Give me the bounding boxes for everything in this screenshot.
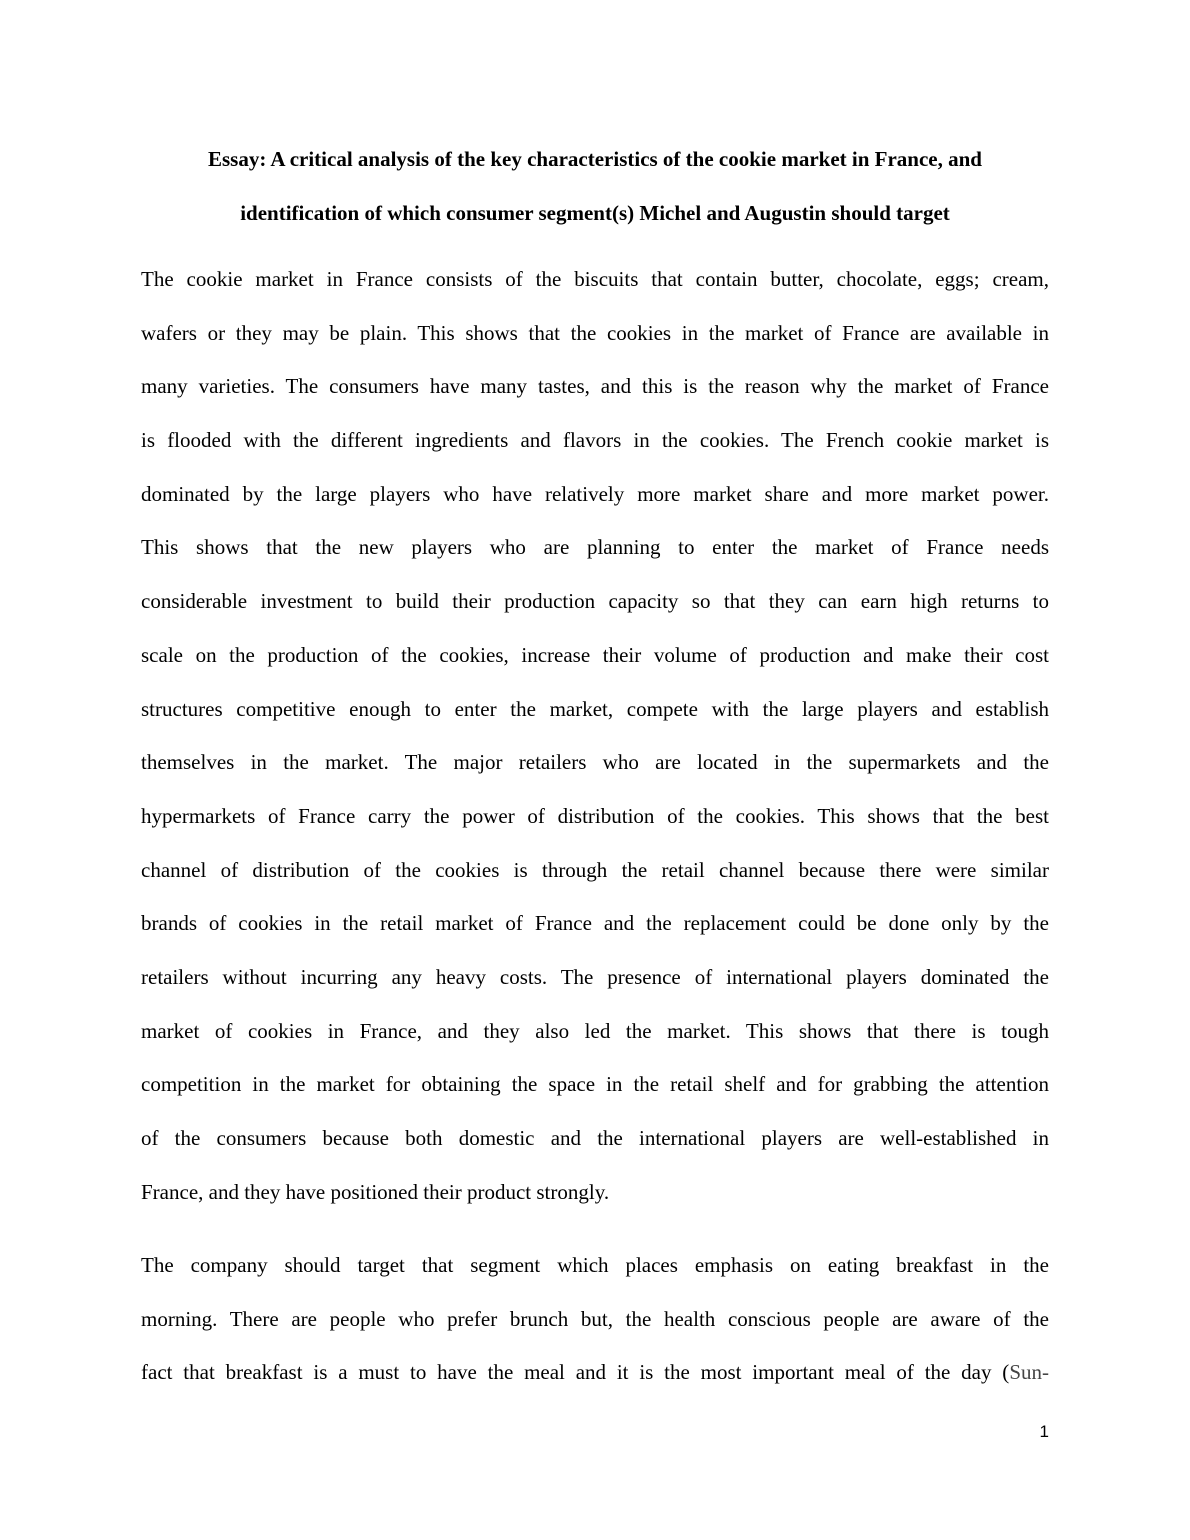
text-line: scale on the production of the cookies, increase their volume of production and make their cost xyxy=(141,642,1049,667)
text-line-with-citation xyxy=(141,1346,1049,1400)
text-segment: fact that breakfast is a must to have the meal and it is the most important meal of the day ( xyxy=(141,1360,1010,1385)
citation-fragment: Sun- xyxy=(1009,1360,1049,1385)
text-line: wafers or they may be plain. This shows that the cookies in the market of France are available in xyxy=(141,320,1049,345)
text-line: competition in the market for obtaining the space in the retail shelf and for grabbing the attention xyxy=(141,1072,1049,1097)
text-line: market of cookies in France, and they also led the market. This shows that there is tough xyxy=(141,1018,1049,1043)
paragraph-2 xyxy=(141,1239,1049,1400)
text-line: of the consumers because both domestic and the international players are well-established in xyxy=(141,1126,1049,1150)
text-line: The company should target that segment which places emphasis on eating breakfast in the xyxy=(141,1253,1049,1277)
text-line: is flooded with the different ingredients and flavors in the cookies. The French cookie market is xyxy=(141,428,1049,453)
text-line: themselves in the market. The major retailers who are located in the supermarkets and the xyxy=(141,750,1049,775)
text-line: structures competitive enough to enter the market, compete with the large players and establish xyxy=(141,696,1049,721)
paragraph-1 xyxy=(141,253,1049,1219)
title-line: identification of which consumer segment(s) Michel and Augustin should target xyxy=(240,201,950,225)
text-line: considerable investment to build their production capacity so that they can earn high returns to xyxy=(141,589,1049,614)
title-line: Essay: A critical analysis of the key characteristics of the cookie market in France, and xyxy=(208,147,982,171)
text-line: morning. There are people who prefer brunch but, the health conscious people are aware of the xyxy=(141,1306,1049,1331)
text-line: hypermarkets of France carry the power of distribution of the cookies. This shows that the best xyxy=(141,803,1049,828)
text-line: brands of cookies in the retail market of France and the replacement could be done only by the xyxy=(141,911,1049,936)
text-line: This shows that the new players who are planning to enter the market of France needs xyxy=(141,535,1049,560)
text-line: France, and they have positioned their product strongly. xyxy=(141,1179,610,1204)
text-line: The cookie market in France consists of the biscuits that contain butter, chocolate, eggs; cream, xyxy=(141,267,1049,291)
text-line: retailers without incurring any heavy costs. The presence of international players dominated the xyxy=(141,964,1049,989)
text-line: dominated by the large players who have relatively more market share and more market power. xyxy=(141,481,1049,506)
page-number: 1 xyxy=(1039,1422,1049,1441)
essay-title xyxy=(141,132,1049,240)
text-line: many varieties. The consumers have many tastes, and this is the reason why the market of France xyxy=(141,374,1049,399)
text-line: channel of distribution of the cookies is through the retail channel because there were similar xyxy=(141,857,1049,882)
